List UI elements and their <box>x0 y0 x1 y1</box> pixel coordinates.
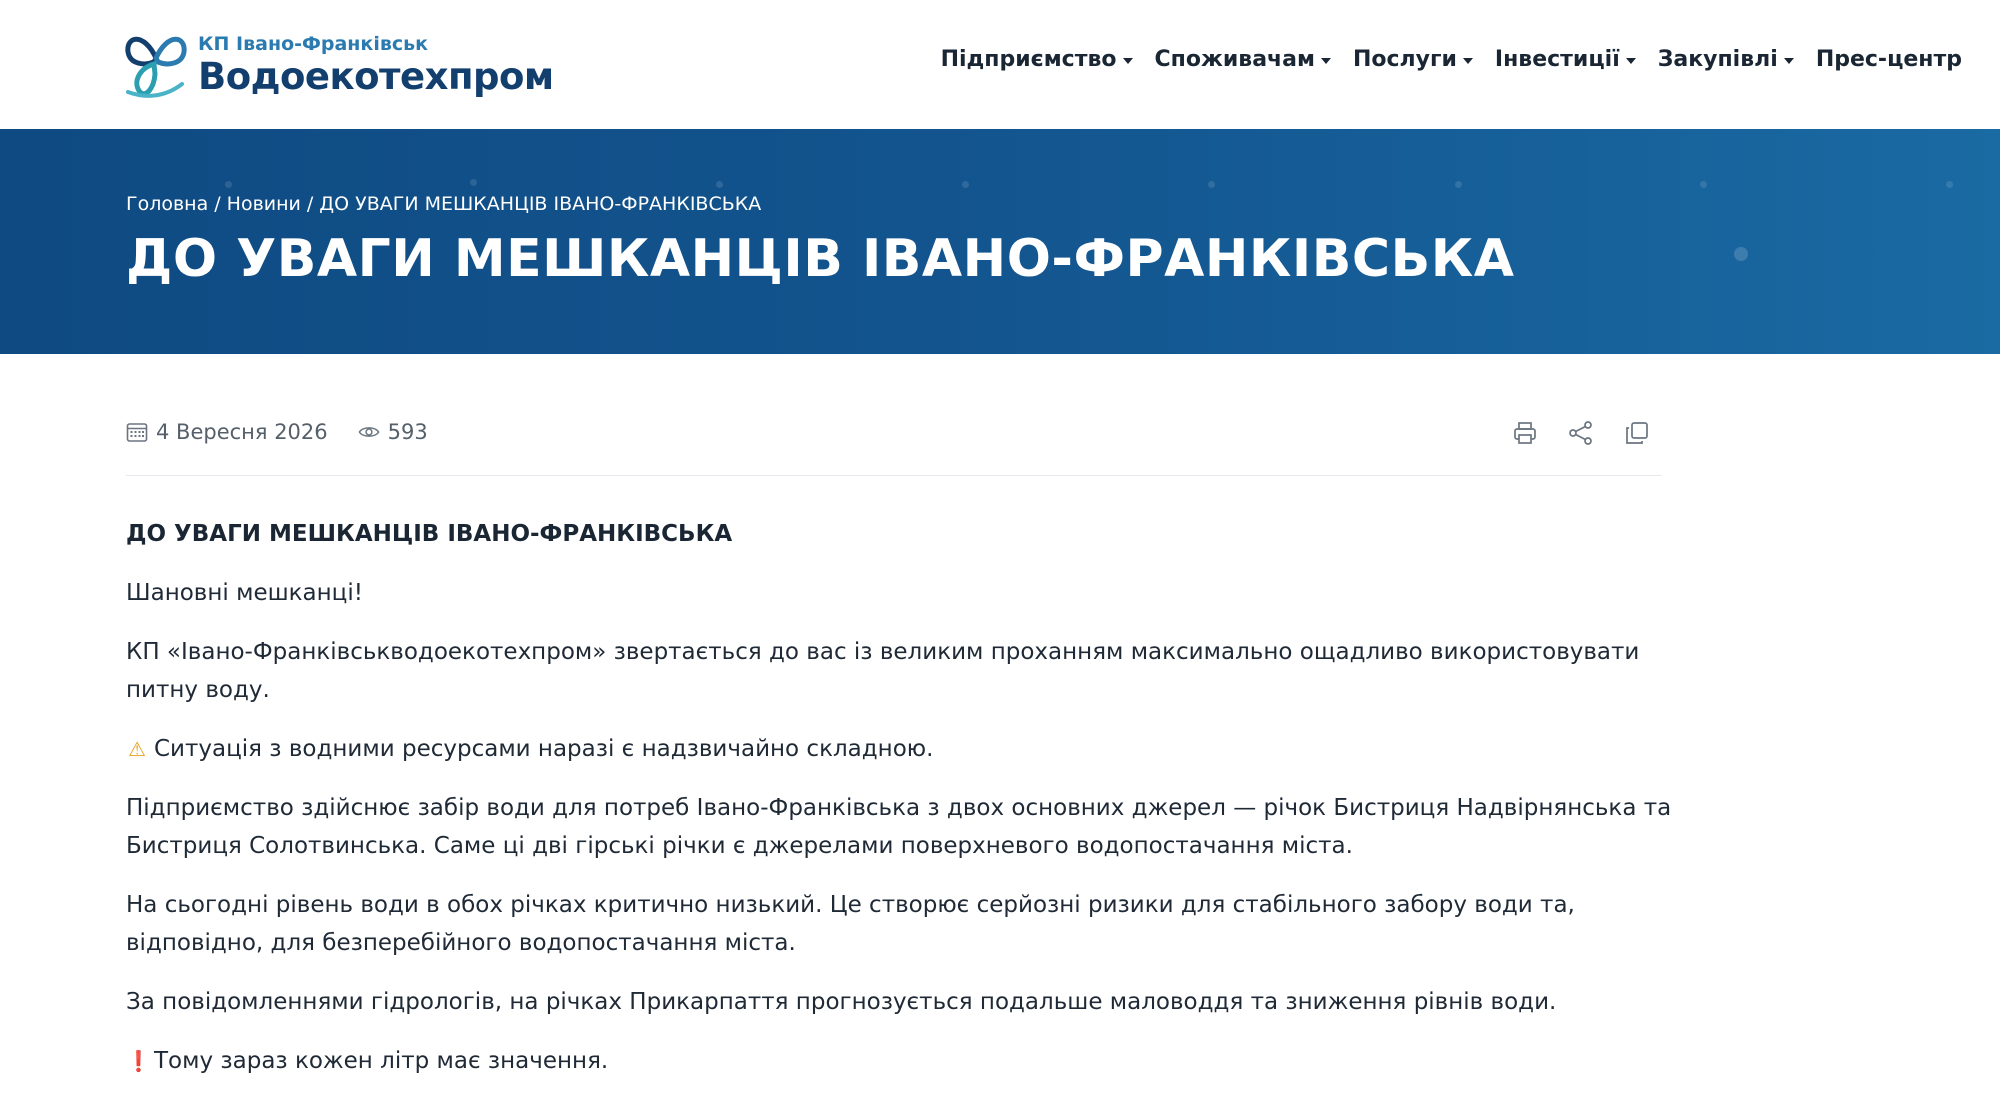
breadcrumb-home[interactable]: Головна <box>126 193 209 215</box>
article-date: 4 Вересня 2026 <box>156 420 328 444</box>
page-title: ДО УВАГИ МЕШКАНЦІВ ІВАНО-ФРАНКІВСЬКА <box>126 229 1515 289</box>
nav-item-label: Споживачам <box>1154 47 1315 72</box>
chevron-down-icon <box>1123 58 1133 64</box>
nav-item-investments[interactable] <box>1495 47 1636 72</box>
breadcrumb-current: ДО УВАГИ МЕШКАНЦІВ ІВАНО-ФРАНКІВСЬКА <box>319 193 762 215</box>
article-paragraph <box>126 730 1686 768</box>
page-banner <box>0 129 2000 354</box>
copy-link-button[interactable] <box>1622 418 1652 448</box>
article-body <box>126 515 1686 1101</box>
print-icon <box>1512 420 1538 446</box>
decor-dot <box>1700 181 1707 188</box>
article-paragraph: Підприємство здійснює забір води для потреб Івано-Франківська з двох основних джерел — річок Бистриця Надвірнянська та Бистриця Солотвинська. Саме ці дві гірські річки є джерелами поверхневого водопостачання міста. <box>126 795 1672 859</box>
nav-item-label: Закупівлі <box>1657 47 1778 72</box>
site-header <box>0 0 2000 129</box>
decor-dot <box>1208 181 1215 188</box>
share-icon <box>1568 420 1594 446</box>
nav-item-label: Інвестиції <box>1494 47 1620 72</box>
main-nav <box>919 47 1962 72</box>
nav-item-label: Прес-центр <box>1815 47 1962 72</box>
exclamation-icon: ❗ <box>126 1049 151 1073</box>
nav-item-label: Послуги <box>1352 47 1457 72</box>
nav-item-label: Підприємство <box>940 47 1117 72</box>
article-paragraph-text: Тому зараз кожен літр має значення. <box>154 1048 609 1074</box>
calendar-icon <box>126 421 148 443</box>
article-paragraph: За повідомленнями гідрологів, на річках Прикарпаття прогнозується подальше маловоддя та зниження рівнів води. <box>126 989 1557 1015</box>
nav-item-services[interactable] <box>1353 47 1473 72</box>
nav-item-procurement[interactable] <box>1658 47 1794 72</box>
site-logo[interactable] <box>124 28 554 102</box>
article-meta <box>126 416 1662 476</box>
article-heading: ДО УВАГИ МЕШКАНЦІВ ІВАНО-ФРАНКІВСЬКА <box>126 521 733 547</box>
breadcrumb-separator: / <box>306 193 314 215</box>
decor-dot <box>1946 181 1953 188</box>
breadcrumb-separator: / <box>214 193 221 215</box>
logo-name: Водоекотехпром <box>198 55 554 98</box>
article-paragraph-text: Ситуація з водними ресурсами наразі є надзвичайно складною. <box>154 736 934 762</box>
decor-dot <box>1455 181 1462 188</box>
logo-subtitle: КП Івано-Франківськ <box>198 33 429 55</box>
chevron-down-icon <box>1784 58 1794 64</box>
eye-icon <box>358 421 380 443</box>
print-button[interactable] <box>1510 418 1540 448</box>
warning-icon: ⚠ <box>128 737 146 761</box>
article-paragraph <box>126 1042 1686 1080</box>
decor-dot <box>470 179 477 186</box>
chevron-down-icon <box>1321 58 1331 64</box>
chevron-down-icon <box>1463 58 1473 64</box>
views-count: 593 <box>387 420 428 444</box>
chevron-down-icon <box>1626 58 1636 64</box>
logo-icon <box>124 28 188 102</box>
article-paragraph: Шановні мешканці! <box>126 580 363 606</box>
views-counter <box>358 420 428 444</box>
breadcrumb <box>126 193 761 215</box>
article-paragraph: На сьогодні рівень води в обох річках критично низький. Це створює серйозні ризики для стабільного забору води та, відповідно, для безперебійного водопостачання міста. <box>126 892 1575 956</box>
nav-item-enterprise[interactable] <box>941 47 1133 72</box>
nav-item-press-center[interactable] <box>1816 47 1962 72</box>
decor-dot <box>1734 247 1748 261</box>
decor-dot <box>716 181 723 188</box>
nav-item-consumers[interactable] <box>1155 47 1331 72</box>
share-button[interactable] <box>1566 418 1596 448</box>
decor-dot <box>225 181 232 188</box>
decor-dot <box>962 181 969 188</box>
copy-icon <box>1624 420 1650 446</box>
breadcrumb-news[interactable]: Новини <box>226 193 301 215</box>
article-paragraph: КП «Івано-Франківськводоекотехпром» звертається до вас із великим проханням максимально ощадливо використовувати питну воду. <box>126 639 1640 703</box>
